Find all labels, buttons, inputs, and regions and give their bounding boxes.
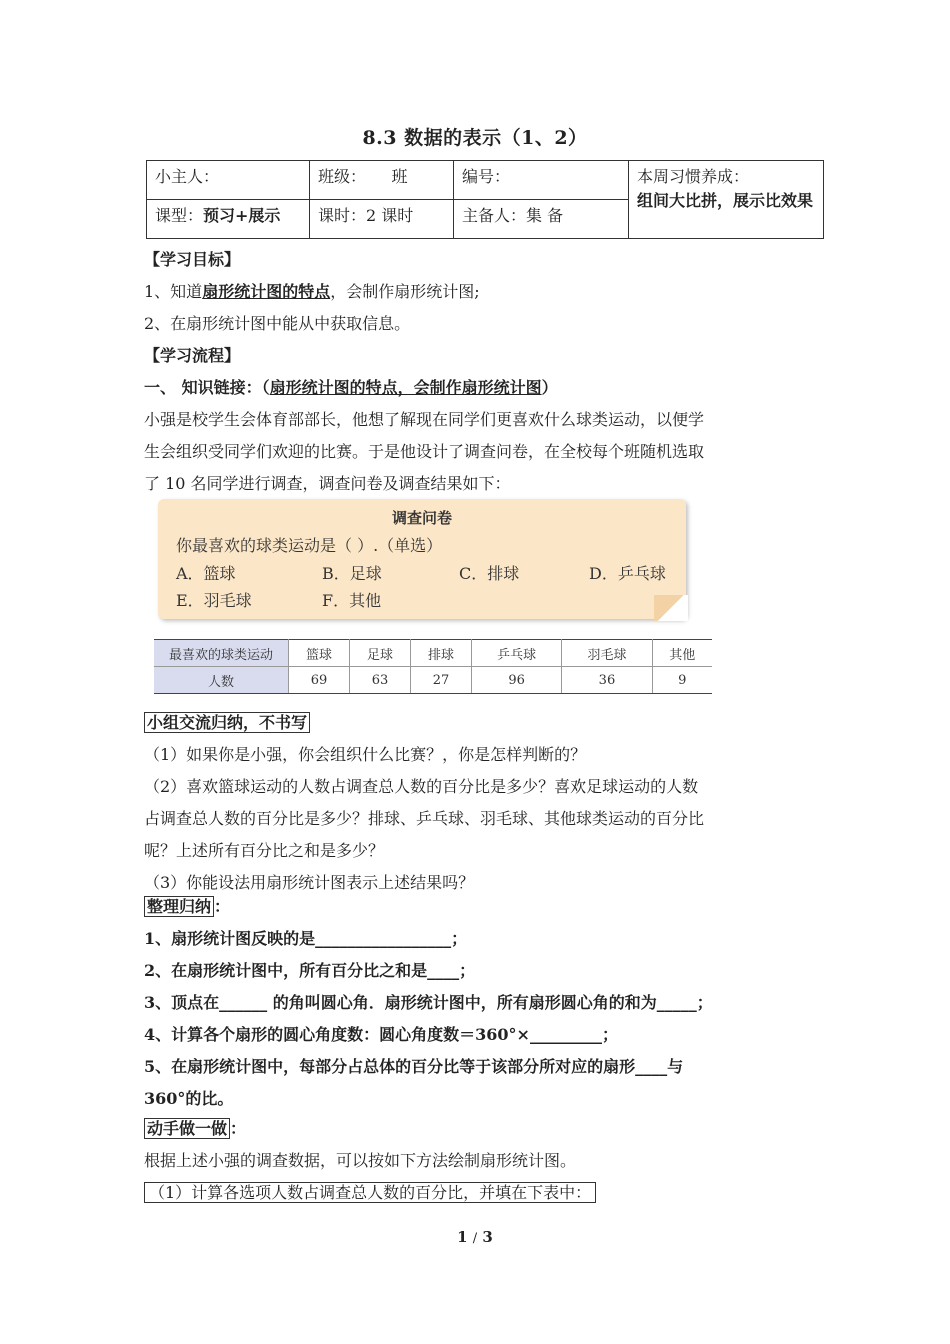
goal-item-1	[144, 276, 812, 308]
results-count-cell: 27	[410, 667, 471, 694]
practice-step-1: （1）计算各选项人数占调查总人数的百分比，并填在下表中：	[144, 1182, 596, 1203]
results-count-cell: 69	[289, 667, 350, 694]
results-sport-cell: 足球	[349, 640, 410, 667]
practice-section	[144, 1113, 812, 1209]
section-1-prefix: 一、 知识链接：（	[144, 378, 270, 397]
results-sport-cell: 篮球	[289, 640, 350, 667]
results-row-header-sport: 最喜欢的球类运动	[154, 640, 289, 667]
page-current: 1	[457, 1228, 468, 1246]
survey-option-f: F．其他	[322, 591, 382, 610]
survey-option-e: E．羽毛球	[176, 591, 252, 610]
number-label: 编号：	[462, 167, 511, 186]
summary-item-2: 2、在扇形统计图中，所有百分比之和是____；	[144, 961, 476, 980]
survey-title: 调查问卷	[391, 509, 452, 527]
results-sport-cell: 乒乓球	[471, 640, 561, 667]
goal-item-2: 2、在扇形统计图中能从中获取信息。	[144, 314, 411, 333]
preparer-label: 主备人：集 备	[462, 206, 564, 225]
survey-card	[158, 499, 686, 619]
goal-1-emphasis: 扇形统计图的特点	[202, 282, 331, 301]
habit-value: 组间大比拼，展示比效果	[637, 191, 814, 210]
summary-section	[144, 891, 812, 1115]
owner-cell	[147, 161, 310, 200]
table-row	[154, 640, 712, 667]
class-cell	[310, 161, 454, 200]
results-count-cell: 96	[471, 667, 561, 694]
discussion-question-3: （3）你能设法用扇形统计图表示上述结果吗？	[144, 873, 475, 892]
discussion-heading: 小组交流归纳，不书写	[144, 712, 310, 733]
survey-option-c: C．排球	[459, 564, 520, 583]
page-number	[0, 1228, 950, 1246]
results-count-cell: 9	[652, 667, 712, 694]
results-sport-cell: 排球	[410, 640, 471, 667]
survey-options-row-2	[176, 588, 381, 611]
summary-heading: 整理归纳	[144, 896, 214, 917]
goals-section	[144, 244, 812, 500]
type-label: 课型：	[155, 206, 204, 225]
discussion-question-2-line-1: （2）喜欢篮球运动的人数占调查总人数的百分比是多少？喜欢足球运动的人数	[144, 777, 699, 796]
summary-item-5-line-2: 360°的比。	[144, 1089, 234, 1108]
section-1-suffix: ）	[541, 378, 558, 397]
table-row	[154, 667, 712, 694]
class-suffix: 班	[391, 167, 408, 186]
page-separator: /	[472, 1231, 478, 1246]
page-curl-decoration	[654, 595, 688, 621]
summary-item-1: 1、扇形统计图反映的是_________________；	[144, 929, 468, 948]
page-total: 3	[482, 1228, 493, 1246]
discussion-question-1: （1）如果你是小强，你会组织什么比赛？，你是怎样判断的？	[144, 745, 587, 764]
discussion-section	[144, 707, 812, 899]
results-sport-cell: 其他	[652, 640, 712, 667]
survey-option-b: B．足球	[322, 564, 382, 583]
habit-cell	[629, 161, 824, 239]
habit-label: 本周习惯养成：	[637, 167, 750, 186]
preparer-cell	[454, 200, 629, 239]
survey-options-row-1	[176, 561, 666, 584]
section-1-emphasis: 扇形统计图的特点，会制作扇形统计图	[269, 378, 542, 397]
number-cell	[454, 161, 629, 200]
goal-1-prefix: 1、知道	[144, 282, 203, 301]
section-1-heading	[144, 372, 812, 404]
results-count-cell: 63	[349, 667, 410, 694]
type-cell	[147, 200, 310, 239]
header-table	[146, 160, 824, 239]
type-value: 预习+展示	[203, 206, 281, 225]
results-sport-cell: 羽毛球	[562, 640, 652, 667]
discussion-question-2-line-3: 呢？上述所有百分比之和是多少？	[144, 841, 385, 860]
practice-heading-colon: ：	[230, 1119, 247, 1138]
hours-label: 课时：2 课时	[318, 206, 414, 225]
page-title: 8.3 数据的表示（1、2）	[362, 127, 588, 149]
flow-heading: 【学习流程】	[144, 346, 241, 365]
survey-option-a: A．篮球	[176, 564, 236, 583]
survey-question: 你最喜欢的球类运动是（ ）.（单选）	[176, 536, 443, 555]
hours-cell	[310, 200, 454, 239]
goals-heading: 【学习目标】	[144, 250, 241, 269]
discussion-question-2-line-2: 占调查总人数的百分比是多少？排球、乒乓球、羽毛球、其他球类运动的百分比	[144, 809, 705, 828]
results-count-cell: 36	[562, 667, 652, 694]
survey-option-d: D．乒乓球	[589, 564, 666, 583]
summary-item-5-line-1: 5、在扇形统计图中，每部分占总体的百分比等于该部分所对应的扇形____与	[144, 1057, 684, 1076]
results-row-header-count: 人数	[154, 667, 289, 694]
practice-intro: 根据上述小强的调查数据，可以按如下方法绘制扇形统计图。	[144, 1151, 577, 1170]
practice-heading: 动手做一做	[144, 1118, 230, 1139]
results-table	[154, 639, 712, 694]
summary-item-4: 4、计算各个扇形的圆心角度数：圆心角度数＝360°×_________；	[144, 1025, 618, 1044]
intro-line-2: 生会组织受同学们欢迎的比赛。于是他设计了调查问卷，在全校每个班随机选取	[144, 442, 705, 461]
owner-label: 小主人：	[155, 167, 220, 186]
intro-line-1: 小强是校学生会体育部部长，他想了解现在同学们更喜欢什么球类运动，以便学	[144, 410, 705, 429]
summary-heading-colon: ：	[214, 897, 231, 916]
class-label: 班级：	[318, 167, 367, 186]
summary-item-3: 3、顶点在______ 的角叫圆心角．扇形统计图中，所有扇形圆心角的和为_____；	[144, 993, 713, 1012]
goal-1-suffix: ，会制作扇形统计图;	[330, 282, 480, 301]
intro-line-3: 了 10 名同学进行调查，调查问卷及调查结果如下：	[144, 474, 511, 493]
